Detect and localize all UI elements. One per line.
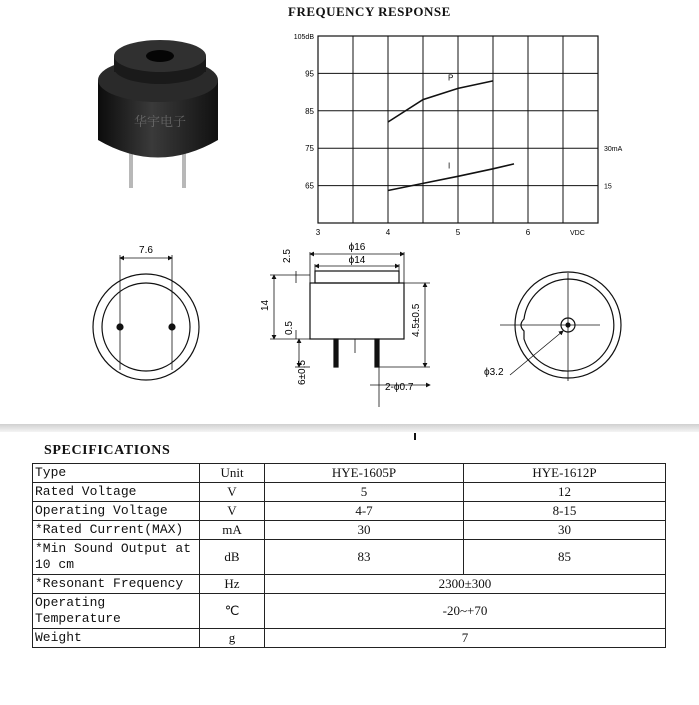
pin-left [129, 152, 133, 188]
row-label: *Rated Current(MAX) [33, 521, 200, 540]
shared-value: 2300±300 [265, 575, 666, 594]
model-a-value: 83 [265, 540, 464, 575]
series-line [388, 164, 514, 191]
frequency-response-chart [280, 20, 623, 245]
table-row [33, 594, 666, 629]
row-unit: V [200, 483, 265, 502]
model-b-name: HYE-1612P [464, 464, 666, 483]
sound-hole [146, 50, 174, 62]
row-label: Operating Voltage [33, 502, 200, 521]
y-tick-label: 85 [305, 106, 314, 116]
row-label: *Min Sound Output at 10 cm [33, 540, 200, 575]
specifications-table [32, 463, 666, 648]
specifications-title: SPECIFICATIONS [44, 443, 171, 458]
shared-value: -20~+70 [265, 594, 666, 629]
bottom-view-drawing [500, 272, 621, 381]
dimension-drawings [0, 235, 699, 425]
dim-pin-length: 4.5±0.5 [411, 303, 422, 337]
model-b-value: 30 [464, 521, 666, 540]
dim-top-width: 7.6 [139, 245, 153, 256]
row-unit: ℃ [200, 594, 265, 629]
series-label: I [448, 161, 451, 171]
x-tick-label: 6 [525, 228, 531, 237]
row-label: Type [33, 464, 200, 483]
section-divider [0, 424, 699, 432]
table-row [33, 629, 666, 648]
table-row [33, 575, 666, 594]
chart-title: FREQUENCY RESPONSE [288, 4, 451, 19]
row-unit: mA [200, 521, 265, 540]
y-tick-label: 95 [305, 69, 314, 79]
right-axis-label: 15 [604, 183, 612, 191]
model-a-value: 30 [265, 521, 464, 540]
buzzer-photo [88, 40, 228, 200]
right-axis-label: 30mA [604, 146, 623, 154]
series-line [388, 81, 493, 122]
row-unit: Unit [200, 464, 265, 483]
model-b-value: 85 [464, 540, 666, 575]
pin-right [182, 152, 186, 188]
table-row [33, 521, 666, 540]
row-label: *Resonant Frequency [33, 575, 200, 594]
series-label: P [448, 73, 454, 83]
dim-hole-dia: ϕ3.2 [484, 367, 504, 378]
table-row [33, 540, 666, 575]
row-unit: Hz [200, 575, 265, 594]
row-unit: dB [200, 540, 265, 575]
tick-mark [414, 433, 416, 440]
model-a-value: 5 [265, 483, 464, 502]
photo-watermark: 华宇电子 [133, 114, 187, 129]
y-tick-label: 65 [305, 181, 314, 191]
dim-cap-height: 2.5 [282, 249, 293, 263]
table-row [33, 502, 666, 521]
dim-body-height: 14 [260, 299, 271, 311]
row-unit: V [200, 502, 265, 521]
table-row [33, 483, 666, 502]
dim-pin-dia: 2-ϕ0.7 [385, 382, 414, 393]
x-tick-label: 4 [385, 228, 391, 237]
model-a-value: 4-7 [265, 502, 464, 521]
row-label: Weight [33, 629, 200, 648]
row-label: Operating Temperature [33, 594, 200, 629]
x-axis-label: VDC [570, 230, 585, 237]
shared-value: 7 [265, 629, 666, 648]
dim-pin-protrusion: 6±0.5 [297, 360, 308, 385]
x-tick-label: 3 [315, 228, 321, 237]
top-view-drawing [93, 255, 199, 380]
row-label: Rated Voltage [33, 483, 200, 502]
dim-lip: 0.5 [284, 321, 295, 335]
table-row [33, 464, 666, 483]
model-b-value: 8-15 [464, 502, 666, 521]
y-tick-label: 105dB [293, 34, 314, 41]
row-unit: g [200, 629, 265, 648]
y-tick-label: 75 [305, 144, 314, 154]
dim-outer-dia: ϕ16 [348, 242, 366, 253]
x-tick-label: 5 [455, 228, 461, 237]
model-b-value: 12 [464, 483, 666, 502]
model-a-name: HYE-1605P [265, 464, 464, 483]
dim-inner-dia: ϕ14 [348, 255, 366, 266]
